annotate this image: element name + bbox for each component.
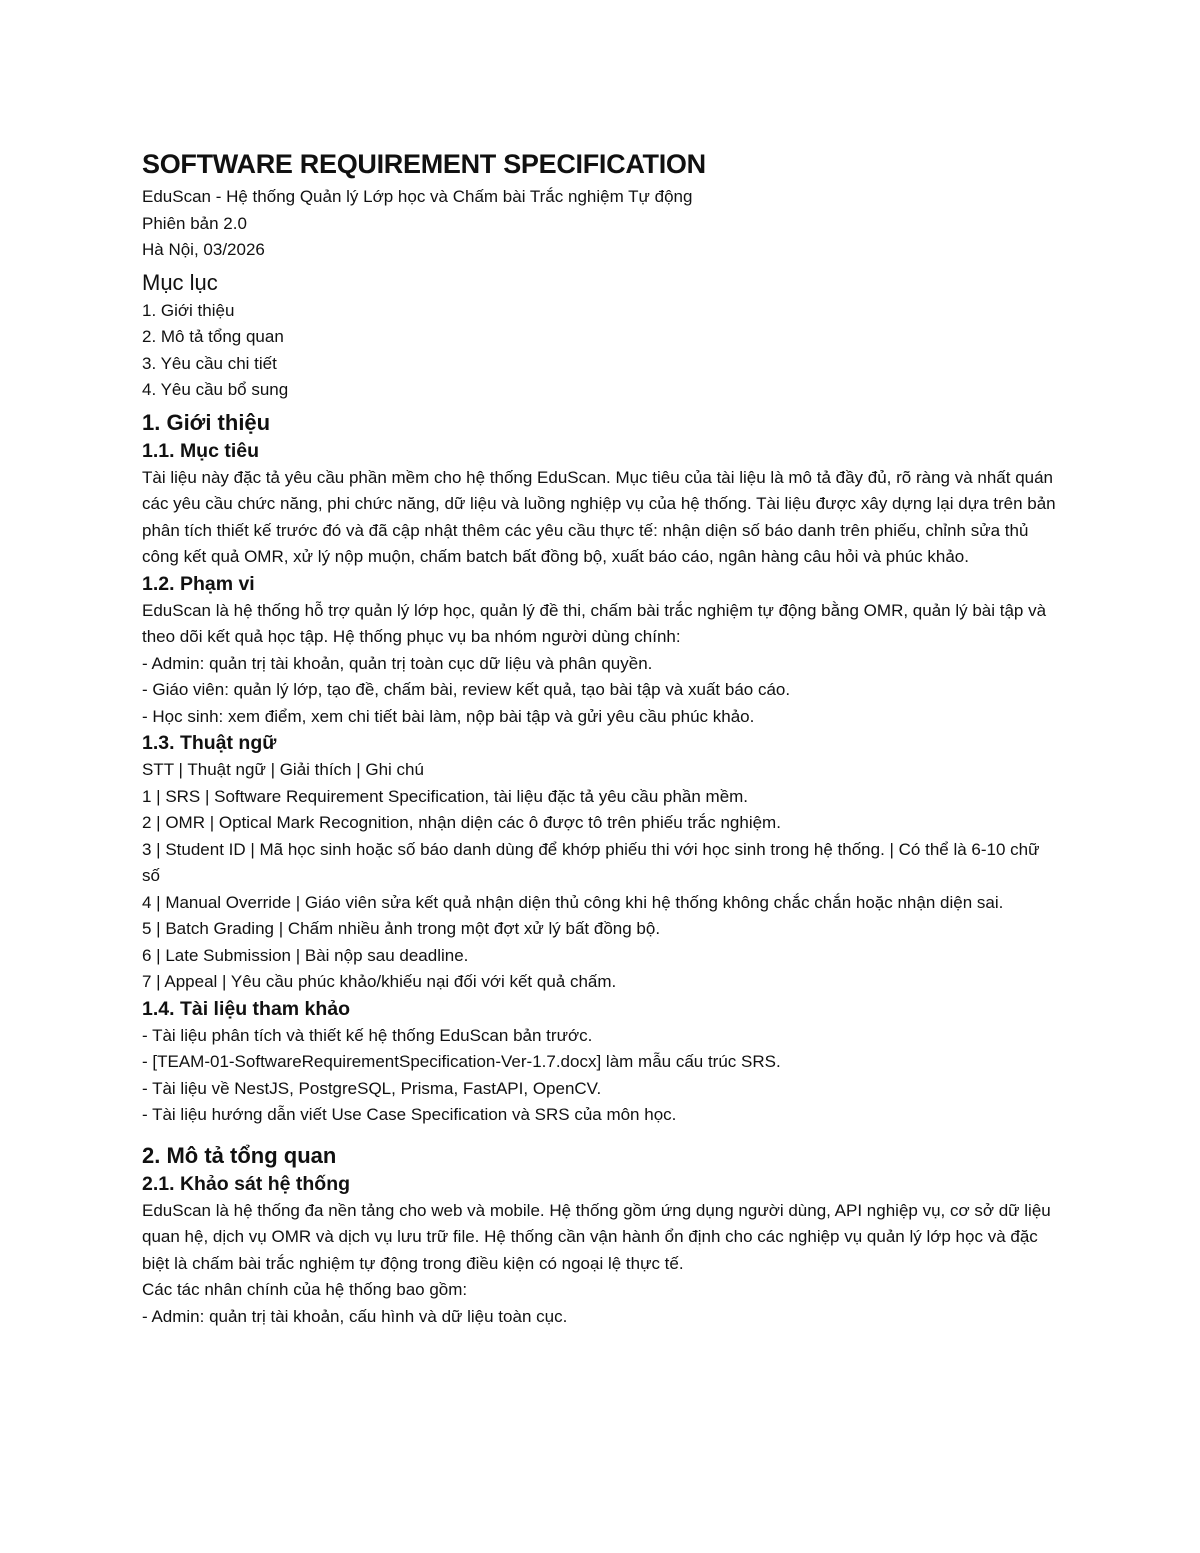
glossary-row: 5 | Batch Grading | Chấm nhiều ảnh trong một đợt xử lý bất đồng bộ. (142, 919, 661, 938)
glossary-row: 3 | Student ID | Mã học sinh hoặc số báo danh dùng để khớp phiếu thi với học sinh trong hệ thống. | Có thể là 6-10 chữ số (142, 839, 1040, 885)
bullet-item: - Học sinh: xem điểm, xem chi tiết bài làm, nộp bài tập và gửi yêu cầu phúc khảo. (142, 706, 755, 726)
toc-item: 4. Yêu cầu bổ sung (142, 380, 289, 399)
toc-heading: Mục lục (142, 269, 218, 295)
reference-item: - Tài liệu hướng dẫn viết Use Case Specification và SRS của môn học. (142, 1105, 677, 1124)
document-subtitle: EduScan - Hệ thống Quản lý Lớp học và Chấm bài Trắc nghiệm Tự động (142, 187, 693, 206)
glossary-row: 4 | Manual Override | Giáo viên sửa kết quả nhận diện thủ công khi hệ thống không chắc chắn hoặc nhận diện sai. (142, 892, 1004, 912)
toc-item: 2. Mô tả tổng quan (142, 327, 284, 346)
section-2-1-heading: 2.1. Khảo sát hệ thống (142, 1172, 351, 1195)
reference-item: - [TEAM-01-SoftwareRequirementSpecification-Ver-1.7.docx] làm mẫu cấu trúc SRS. (142, 1052, 781, 1071)
document-title: SOFTWARE REQUIREMENT SPECIFICATION (142, 149, 706, 179)
section-gap (142, 1129, 1062, 1137)
section-2-1-paragraph: EduScan là hệ thống đa nền tảng cho web và mobile. Hệ thống gồm ứng dụng người dùng, API nghiệp vụ, cơ sở dữ liệu quan hệ, dịch vụ OMR và dịch vụ lưu trữ file. Hệ thống cần vận hành ổn định cho các nghiệp vụ quản lý lớp học và đặc biệt là chấm bài trắc nghiệm tự động trong điều kiện có ngoại lệ thực tế. (142, 1200, 1051, 1273)
section-1-3-heading: 1.3. Thuật ngữ (142, 732, 277, 754)
glossary-row: 1 | SRS | Software Requirement Specification, tài liệu đặc tả yêu cầu phần mềm. (142, 786, 749, 806)
section-1-heading: 1. Giới thiệu (142, 409, 271, 435)
reference-item: - Tài liệu phân tích và thiết kế hệ thống EduScan bản trước. (142, 1025, 593, 1045)
section-1-2-paragraph: EduScan là hệ thống hỗ trợ quản lý lớp học, quản lý đề thi, chấm bài trắc nghiệm tự động bằng OMR, quản lý bài tập và theo dõi kết quả học tập. Hệ thống phục vụ ba nhóm người dùng chính: (142, 600, 1047, 646)
glossary-row: 7 | Appeal | Yêu cầu phúc khảo/khiếu nại đối với kết quả chấm. (142, 972, 617, 991)
bullet-item: - Giáo viên: quản lý lớp, tạo đề, chấm bài, review kết quả, tạo bài tập và xuất báo cáo. (142, 680, 791, 699)
document-version: Phiên bản 2.0 (142, 213, 247, 233)
section-1-1-heading: 1.1. Mục tiêu (142, 439, 260, 462)
bullet-item: - Admin: quản trị tài khoản, cấu hình và dữ liệu toàn cục. (142, 1306, 568, 1326)
section-2-heading: 2. Mô tả tổng quan (142, 1142, 337, 1168)
reference-item: - Tài liệu về NestJS, PostgreSQL, Prisma, FastAPI, OpenCV. (142, 1078, 602, 1098)
glossary-row: 6 | Late Submission | Bài nộp sau deadline. (142, 945, 469, 965)
document-page (142, 146, 1062, 1330)
toc-item: 1. Giới thiệu (142, 300, 235, 320)
glossary-header-row: STT | Thuật ngữ | Giải thích | Ghi chú (142, 760, 424, 779)
actors-intro: Các tác nhân chính của hệ thống bao gồm: (142, 1280, 468, 1299)
bullet-item: - Admin: quản trị tài khoản, quản trị toàn cục dữ liệu và phân quyền. (142, 653, 653, 673)
section-1-2-heading: 1.2. Phạm vi (142, 572, 255, 595)
glossary-row: 2 | OMR | Optical Mark Recognition, nhận diện các ô được tô trên phiếu trắc nghiệm. (142, 813, 781, 832)
section-1-1-paragraph: Tài liệu này đặc tả yêu cầu phần mềm cho hệ thống EduScan. Mục tiêu của tài liệu là mô tả đầy đủ, rõ ràng và nhất quán các yêu cầu chức năng, phi chức năng, dữ liệu và luồng nghiệp vụ của hệ thống. Tài liệu được xây dựng lại dựa trên bản phân tích thiết kế trước đó và đã cập nhật thêm các yêu cầu thực tế: nhận diện số báo danh trên phiếu, chỉnh sửa thủ công kết quả OMR, xử lý nộp muộn, chấm batch bất đồng bộ, xuất báo cáo, ngân hàng câu hỏi và phúc khảo. (142, 467, 1056, 566)
document-place-date: Hà Nội, 03/2026 (142, 240, 265, 259)
section-1-4-heading: 1.4. Tài liệu tham khảo (142, 997, 351, 1020)
toc-item: 3. Yêu cầu chi tiết (142, 353, 277, 373)
